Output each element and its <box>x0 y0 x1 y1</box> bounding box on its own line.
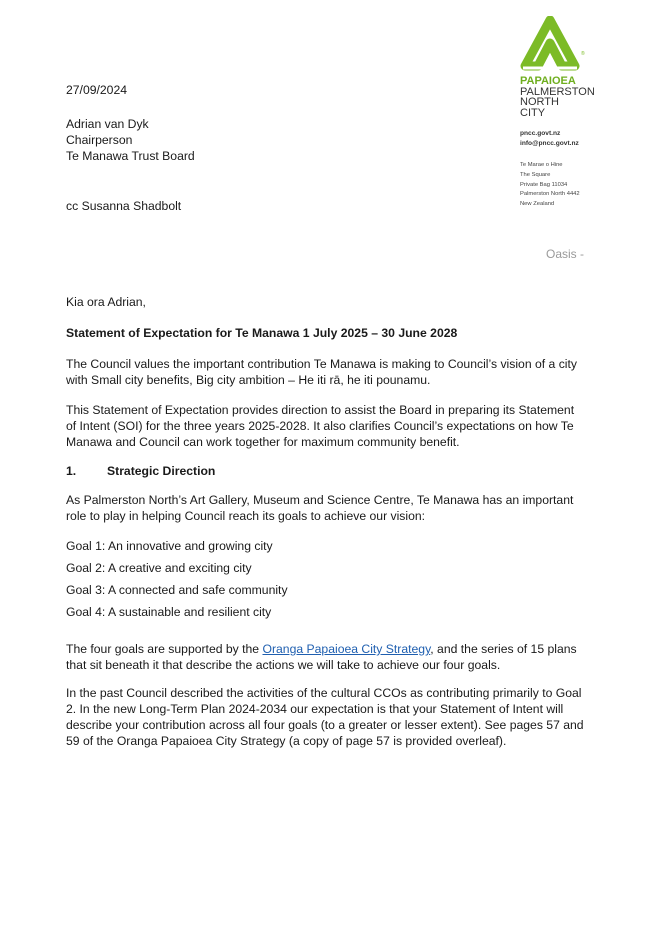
address-line: The Square <box>520 171 551 178</box>
paragraph-purpose: This Statement of Expectation provides direction to assist the Board in preparing its Statement of Intent (SOI) for the three years 2025-2028. It also clarifies Council’s expectations on how Te Manawa and Council can work together for maximum community benefit. <box>66 403 575 449</box>
address-line: Te Marae o Hine <box>520 162 563 168</box>
paragraph-strategy <box>66 641 586 673</box>
contact-details <box>520 129 579 149</box>
logo-line-palmerston: PALMERSTON <box>520 85 595 98</box>
address-line: New Zealand <box>520 201 555 208</box>
email-link[interactable]: info@pncc.govt.nz <box>520 140 579 147</box>
letter-date: 27/09/2024 <box>66 83 127 97</box>
paragraph-intro: The Council values the important contribution Te Manawa is making to Council’s vision of a city with Small city benefits, Big city ambition – He iti rā, he iti pounamu. <box>66 357 577 387</box>
logo-line-papaioea: PAPAIOEA <box>520 75 576 87</box>
strategy-text-after: , and the series of 15 plans that sit beneath it that describe the actions we will take to achieve our four goals. <box>66 642 577 672</box>
recipient-name: Adrian van Dyk <box>66 117 149 131</box>
goal-item: Goal 3: A connected and safe community <box>66 583 288 597</box>
address-line: Palmerston North 4442 <box>520 191 580 198</box>
logo-line-north: NORTH <box>520 96 559 108</box>
recipient-org: Te Manawa Trust Board <box>66 149 195 163</box>
goal-item: Goal 4: A sustainable and resilient city <box>66 605 272 619</box>
strategy-link[interactable]: Oranga Papaioea City Strategy <box>262 642 431 656</box>
oasis-reference: Oasis - <box>546 247 585 261</box>
website-link[interactable]: pncc.govt.nz <box>520 130 561 137</box>
salutation: Kia ora Adrian, <box>66 295 146 309</box>
logo-wordmark <box>520 76 610 118</box>
section-number: 1. <box>66 464 77 478</box>
paragraph-role: As Palmerston North’s Art Gallery, Museum and Science Centre, Te Manawa has an important role to play in helping Council reach its goals to achieve our vision: <box>66 493 574 523</box>
section-heading: Strategic Direction <box>107 464 216 478</box>
papaioea-logo-mark-icon <box>519 16 581 74</box>
address-line: Private Bag 11034 <box>520 181 568 188</box>
paragraph-ltp: In the past Council described the activities of the cultural CCOs as contributing primarily to Goal 2. In the new Long-Term Plan 2024-2034 our expectation is that your Statement of Intent will describe your contribution across all four goals (to a greater or lesser extent). See pages 57 and 59 of the Oranga Papaioea City Strategy (a copy of page 57 is provided overleaf). <box>66 686 584 748</box>
cc-line: cc Susanna Shadbolt <box>66 199 182 213</box>
registered-mark: ® <box>581 51 585 57</box>
letter-subject: Statement of Expectation for Te Manawa 1 July 2025 – 30 June 2028 <box>66 326 458 340</box>
council-address <box>520 161 580 210</box>
strategy-text-before: The four goals are supported by the <box>66 642 263 656</box>
logo-line-city: CITY <box>520 106 546 119</box>
recipient-title: Chairperson <box>66 133 133 147</box>
goal-item: Goal 2: A creative and exciting city <box>66 561 252 575</box>
goal-item: Goal 1: An innovative and growing city <box>66 539 273 553</box>
